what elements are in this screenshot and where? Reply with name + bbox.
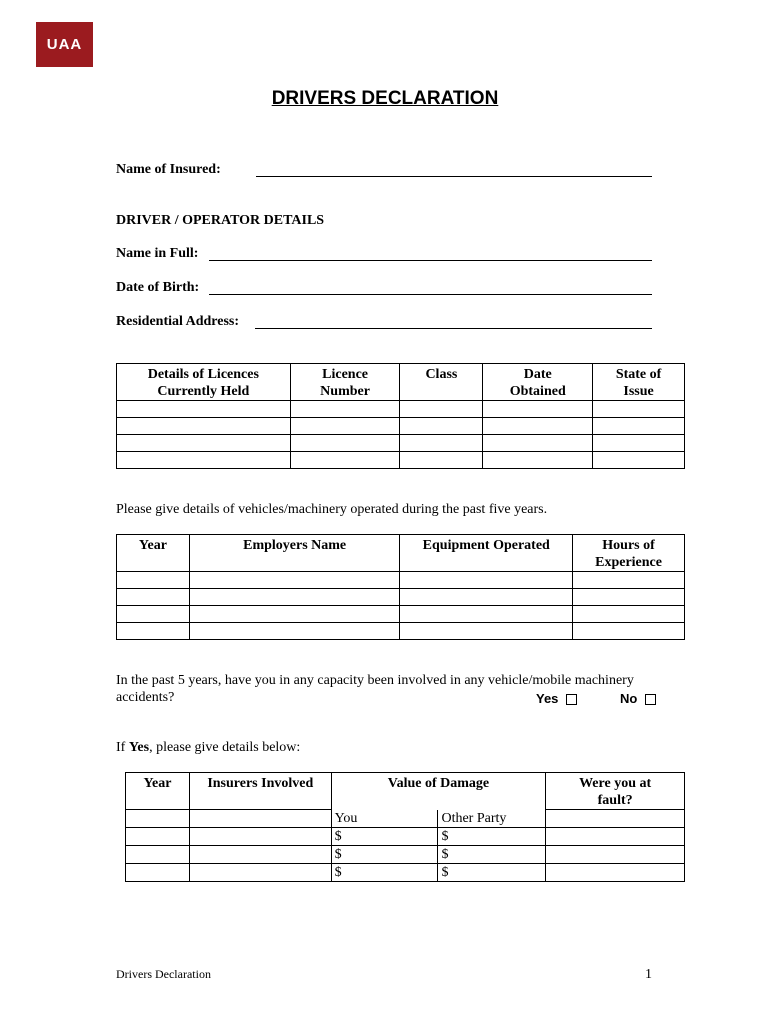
table-row	[117, 435, 685, 452]
table-row	[117, 606, 685, 623]
footer-document-name: Drivers Declaration	[116, 967, 211, 981]
table-row	[117, 572, 685, 589]
date-of-birth-label: Date of Birth:	[116, 280, 200, 295]
yes-label: Yes	[536, 691, 559, 706]
table-row	[126, 810, 685, 828]
yes-checkbox[interactable]	[566, 694, 577, 705]
licence-header-details: Details of Licences Currently Held	[117, 364, 291, 401]
licence-header-date-obtained: Date Obtained	[483, 364, 593, 401]
currency-symbol: $	[441, 828, 449, 844]
page-title: DRIVERS DECLARATION	[271, 88, 499, 109]
yes-option[interactable]	[536, 691, 577, 706]
if-yes-instruction: If Yes, please give details below:	[116, 740, 301, 755]
table-row	[117, 401, 685, 418]
vehicles-header-equipment-operated: Equipment Operated	[400, 535, 573, 572]
table-row	[126, 827, 685, 845]
table-row	[117, 452, 685, 469]
accident-header-value-of-damage: Value of Damage	[331, 773, 546, 810]
no-checkbox[interactable]	[645, 694, 656, 705]
currency-symbol: $	[334, 864, 342, 880]
name-of-insured-field[interactable]	[256, 176, 652, 177]
name-in-full-label: Name in Full:	[116, 246, 199, 261]
licence-table	[116, 363, 685, 469]
accidents-question-line1: In the past 5 years, have you in any capacity been involved in any vehicle/mobile machinery	[116, 673, 634, 688]
date-of-birth-field[interactable]	[209, 294, 652, 295]
driver-operator-details-heading: DRIVER / OPERATOR DETAILS	[116, 213, 325, 228]
no-label: No	[620, 691, 638, 706]
accident-header-fault: Were you at fault?	[546, 773, 685, 810]
table-row	[126, 863, 685, 881]
accident-header-year: Year	[126, 773, 190, 810]
currency-symbol: $	[441, 846, 449, 862]
currency-symbol: $	[441, 864, 449, 880]
name-in-full-field[interactable]	[209, 260, 652, 261]
uaa-logo	[36, 22, 93, 67]
vehicles-header-year: Year	[117, 535, 190, 572]
name-of-insured-label: Name of Insured:	[116, 162, 221, 177]
licence-header-number: Licence Number	[290, 364, 400, 401]
page-number: 1	[645, 967, 652, 982]
licence-header-state: State of Issue	[593, 364, 685, 401]
accident-header-insurers: Insurers Involved	[189, 773, 331, 810]
residential-address-label: Residential Address:	[116, 314, 240, 329]
currency-symbol: $	[334, 846, 342, 862]
table-row	[126, 845, 685, 863]
other-party-label: Other Party	[441, 810, 507, 826]
table-row	[117, 418, 685, 435]
vehicles-prompt: Please give details of vehicles/machinery operated during the past five years.	[116, 502, 548, 517]
vehicles-header-employers-name: Employers Name	[189, 535, 400, 572]
logo-text: UAA	[46, 36, 83, 53]
currency-symbol: $	[334, 828, 342, 844]
accident-table	[125, 772, 685, 882]
vehicles-table	[116, 534, 685, 640]
no-option[interactable]	[620, 691, 656, 706]
you-label: You	[334, 810, 358, 826]
licence-header-class: Class	[400, 364, 483, 401]
table-row	[117, 589, 685, 606]
accidents-question-line2: accidents?	[116, 690, 175, 705]
residential-address-field[interactable]	[255, 328, 652, 329]
table-row	[117, 623, 685, 640]
vehicles-header-hours: Hours of Experience	[573, 535, 685, 572]
